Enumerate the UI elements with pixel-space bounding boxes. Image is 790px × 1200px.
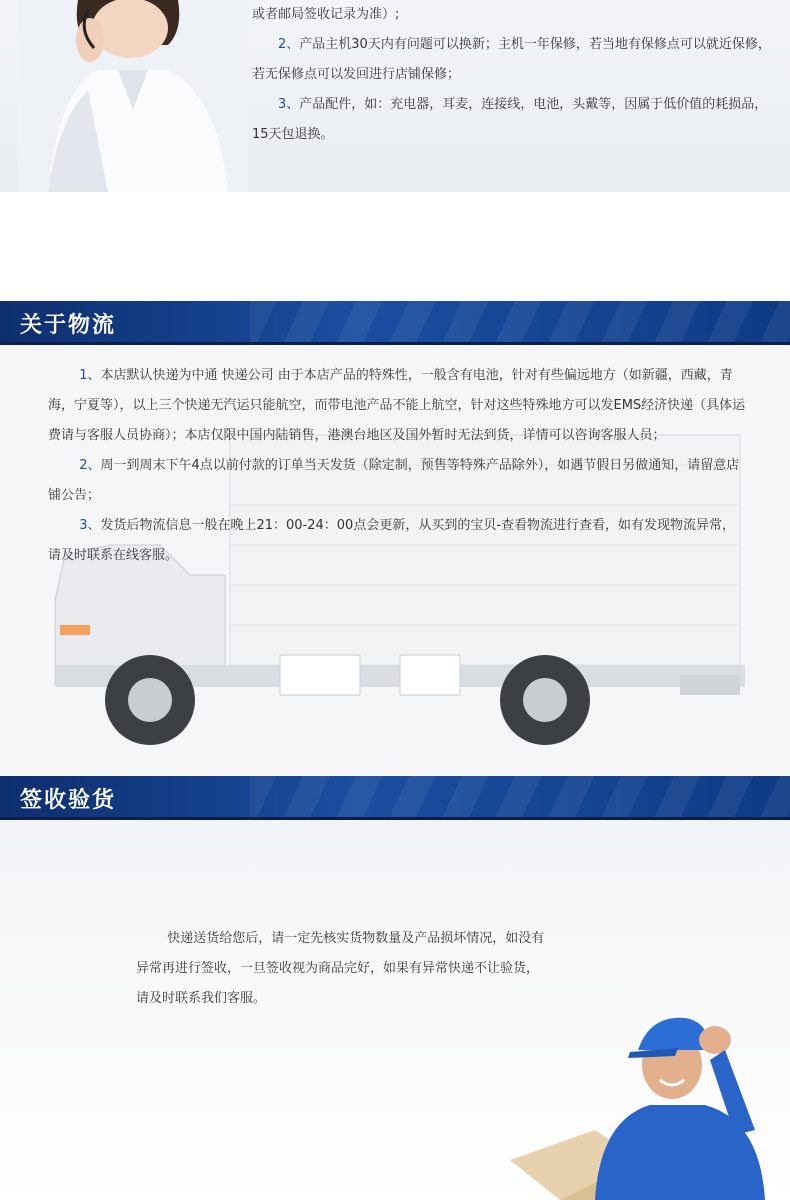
logistics-text [48, 361, 748, 571]
item-text: 产品主机30天内有问题可以换新；主机一年保修，若当地有保修点可以就近保修，若无保修点可以发回进行店铺保修； [252, 37, 771, 82]
header-stripe-decoration [250, 776, 790, 820]
item-text: 周一到周末下午4点以前付款的订单当天发货（除定制，预售等特殊产品除外），如遇节假日另做通知，请留意店铺公告； [48, 458, 740, 503]
receipt-section-body [0, 820, 790, 1200]
courier-man-image [500, 1010, 790, 1200]
logistics-item [48, 361, 748, 451]
item-text: 发货后物流信息一般在晚上21：00-24：00点会更新，从买到的宝贝-查看物流进行查看，如有发现物流异常，请及时联系在线客服。 [48, 518, 736, 563]
receipt-title: 签收验货 [20, 788, 117, 813]
item-number: 3、 [79, 518, 101, 533]
receipt-line: 异常再进行签收，一旦签收视为商品完好，如果有异常快递不让验货， [136, 961, 540, 976]
after-sales-text [252, 0, 782, 150]
logistics-title: 关于物流 [20, 313, 117, 338]
logistics-item [48, 511, 748, 571]
logistics-item [48, 451, 748, 511]
after-sales-section [0, 0, 790, 192]
item-number: 2、 [79, 458, 101, 473]
item-text: 产品配件，如：充电器，耳麦，连接线，电池，头戴等，因属于低价值的耗损品，15天包退换。 [252, 97, 768, 142]
customer-service-woman-image [18, 0, 248, 192]
logistics-section-header [0, 301, 790, 345]
receipt-text [136, 924, 586, 1014]
after-sales-partial-line: 或者邮局签收记录为准）; [252, 7, 400, 22]
item-number: 1、 [79, 368, 101, 383]
receipt-section-header [0, 776, 790, 820]
item-text: 本店默认快递为中通 快递公司 由于本店产品的特殊性，一般含有电池，针对有些偏远地方（如新疆，西藏，青海，宁夏等），以上三个快递无汽运只能航空，而带电池产品不能上航空，针对这些特殊地方可以发EMS经济快递（具体运费请与客服人员协商）；本店仅限中国内陆销售，港澳台地区及国外暂时无法到货，详情可以咨询客服人员； [48, 368, 746, 443]
logistics-section-body [0, 345, 790, 775]
receipt-line: 快递送货给您后，请一定先核实货物数量及产品损坏情况，如没有 [167, 931, 545, 946]
after-sales-item [252, 90, 782, 150]
receipt-line: 请及时联系我们客服。 [136, 991, 267, 1006]
header-stripe-decoration [250, 301, 790, 345]
item-number: 3、 [278, 97, 300, 112]
after-sales-item [252, 30, 782, 90]
item-number: 2、 [278, 37, 300, 52]
